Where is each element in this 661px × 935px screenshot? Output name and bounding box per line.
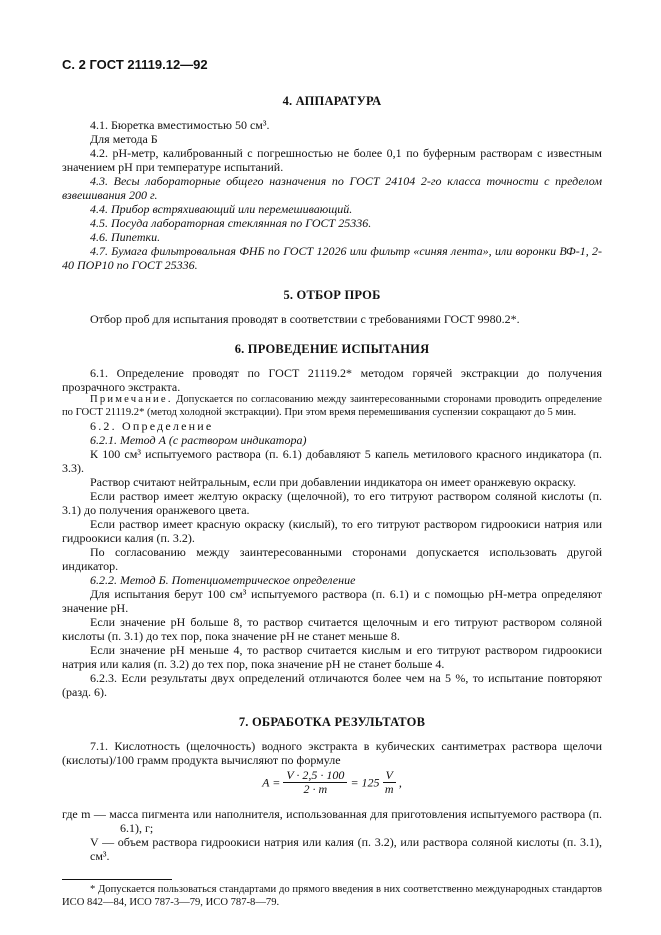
formula-coefficient: = 125	[350, 775, 380, 790]
s6-method-a-p2: Раствор считают нейтральным, если при добавлении индикатора он имеет оранжевую окраску.	[90, 475, 576, 489]
s6-item-2-3: 6.2.3. Если результаты двух определений отличаются более чем на 5 %, то испытание повторяют (разд. 6).	[62, 671, 602, 699]
s4-item-7: 4.7. Бумага фильтровальная ФНБ по ГОСТ 12026 или фильтр «синяя лента», или воронки ВФ-1, 2-40 ПОР10 по ГОСТ 25336.	[62, 244, 602, 272]
s6-method-a-p5: По согласованию между заинтересованными сторонами допускается использовать другой индикатор.	[62, 545, 602, 573]
footnote-divider	[62, 879, 172, 880]
footnote: * Допускается пользоваться стандартами до прямого введения в них соответственно международных стандартов ИСО 842—84, ИСО 787-3—79, ИСО 787-8—79.	[62, 884, 602, 908]
s6-method-a-p4: Если раствор имеет красную окраску (кислый), то его титруют раствором гидроокиси натрия или гидроокиси калия (п. 3.2).	[62, 517, 602, 545]
s4-item-6: 4.6. Пипетки.	[90, 230, 161, 244]
formula-denominator-2: m	[384, 782, 394, 796]
note-text: Допускается по согласованию между заинтересованными сторонами проводить определение по ГОСТ 21119.2* (метод холодной экстракции). При этом время перемешивания суспензии сокращают до 5 мин.	[62, 394, 602, 418]
s6-method-a-p3: Если раствор имеет желтую окраску (щелочной), то его титруют раствором соляной кислоты (п. 3.1) до получения оранжевого цвета.	[62, 489, 602, 517]
variable-v-definition: V — объем раствора гидроокиси натрия или калия (п. 3.2), или раствора соляной кислоты (п. 3.1), см³.	[90, 835, 602, 863]
s4-method-b-label: Для метода Б	[90, 132, 158, 146]
document-page	[62, 58, 602, 909]
section-7-title: 7. ОБРАБОТКА РЕЗУЛЬТАТОВ	[238, 715, 426, 729]
formula-numerator-2: V	[383, 769, 396, 783]
page-header: С. 2 ГОСТ 21119.12—92	[62, 57, 208, 72]
s6-item-2: 6.2. Определение	[90, 419, 214, 433]
variable-m-definition: где m — масса пигмента или наполнителя, использованная для приготовления испытуемого раствора (п. 6.1), г;	[62, 807, 602, 835]
note-label: Примечание.	[90, 394, 173, 405]
s6-method-b-p3: Если значение pH меньше 4, то раствор считается кислым и его титруют раствором гидроокиси натрия или калия (п. 3.2) до тех пор, пока значение pH не станет больше 4.	[62, 643, 602, 671]
formula-numerator-1: V · 2,5 · 100	[283, 769, 347, 783]
s4-item-1: 4.1. Бюретка вместимостью 50 см³.	[90, 118, 270, 132]
formula-lhs: A =	[262, 775, 281, 790]
formula-fraction-1	[283, 769, 347, 796]
s4-item-4: 4.4. Прибор встряхивающий или перемешивающий.	[90, 202, 353, 216]
acidity-formula	[62, 769, 602, 803]
s6-method-a-p1: К 100 см³ испытуемого раствора (п. 6.1) добавляют 5 капель метилового красного индикатора (п. 3.3).	[62, 447, 602, 475]
section-6-title: 6. ПРОВЕДЕНИЕ ИСПЫТАНИЯ	[234, 342, 430, 356]
formula-end: ,	[398, 775, 402, 790]
formula-fraction-2	[383, 769, 396, 796]
s6-method-b-p1: Для испытания берут 100 см³ испытуемого раствора (п. 6.1) и с помощью pH-метра определяют значение pH.	[62, 587, 602, 615]
s4-item-3: 4.3. Весы лабораторные общего назначения по ГОСТ 24104 2-го класса точности с пределом взвешивания 200 г.	[62, 174, 602, 202]
s6-note	[62, 394, 602, 419]
s5-paragraph: Отбор проб для испытания проводят в соответствии с требованиями ГОСТ 9980.2*.	[90, 312, 520, 326]
s4-item-5: 4.5. Посуда лабораторная стеклянная по ГОСТ 25336.	[90, 216, 372, 230]
section-5-title: 5. ОТБОР ПРОБ	[283, 288, 381, 302]
s6-item-1: 6.1. Определение проводят по ГОСТ 21119.2* методом горячей экстракции до получения прозрачного экстракта.	[62, 366, 602, 394]
s6-method-b-title: 6.2.2. Метод Б. Потенциометрическое определение	[90, 573, 356, 587]
section-4-title: 4. АППАРАТУРА	[282, 94, 382, 108]
s4-item-2: 4.2. pH-метр, калиброванный с погрешностью не более 0,1 по буферным растворам с известным значением pH при температуре испытаний.	[62, 146, 602, 174]
s7-item-1: 7.1. Кислотность (щелочность) водного экстракта в кубических сантиметрах раствора щелочи (кислоты)/100 грамм продукта вычисляют по формуле	[62, 739, 602, 767]
formula-denominator-1: 2 · m	[303, 782, 328, 796]
s6-method-b-p2: Если значение pH больше 8, то раствор считается щелочным и его титруют раствором соляной кислоты (п. 3.1) до тех пор, пока значение pH не станет меньше 8.	[62, 615, 602, 643]
s6-method-a-title: 6.2.1. Метод А (с раствором индикатора)	[90, 433, 307, 447]
